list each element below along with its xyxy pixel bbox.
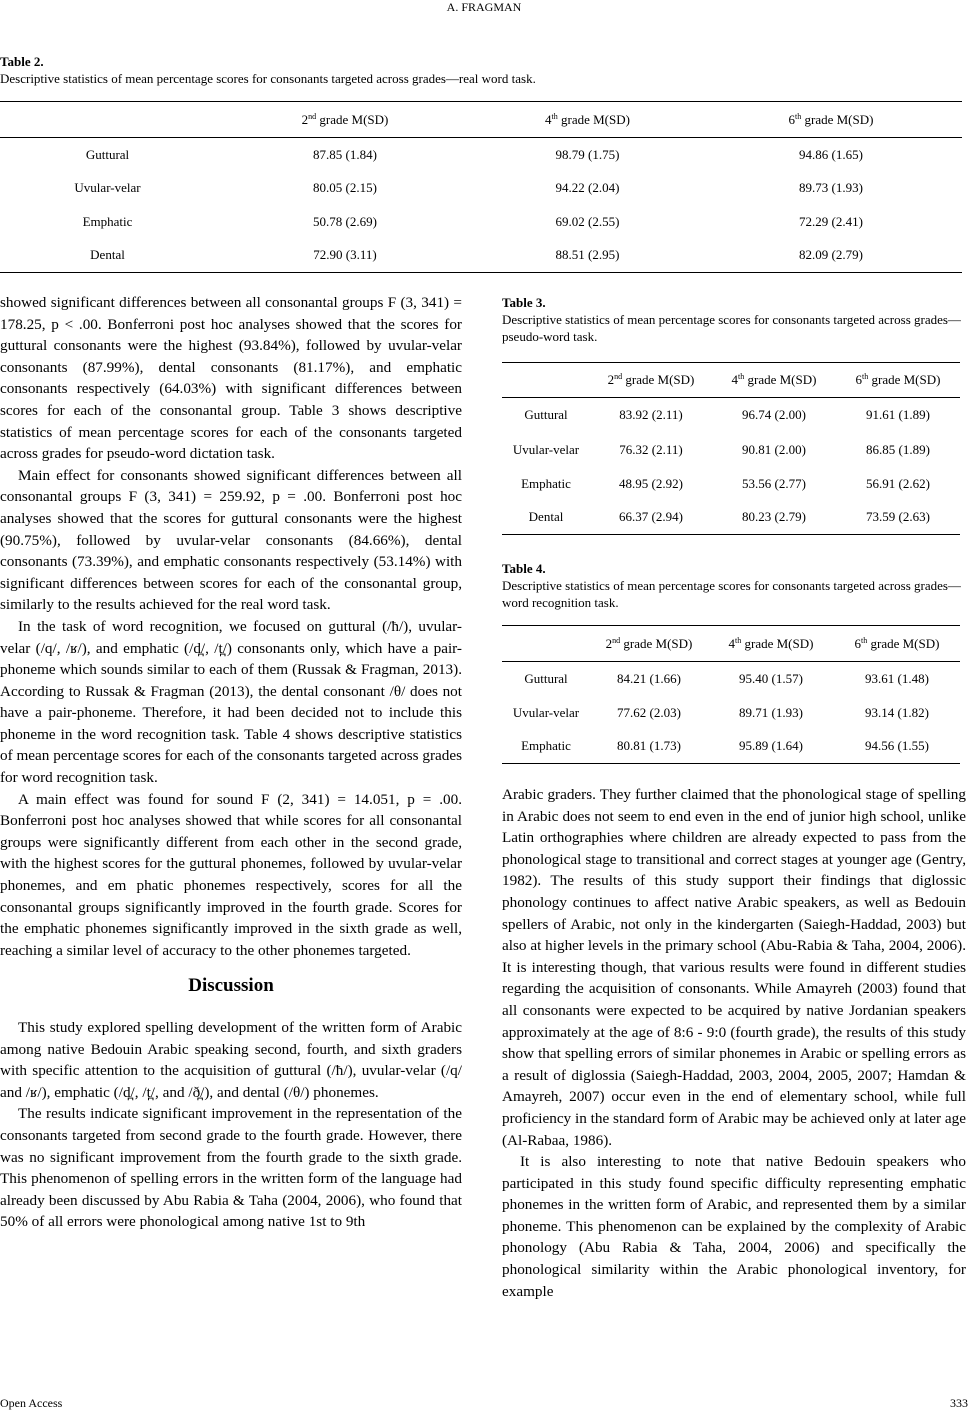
table3-header-2nd: 2nd grade M(SD): [607, 372, 695, 387]
table4-label: Table 4.: [502, 561, 546, 576]
table2-header-6th: 6th grade M(SD): [788, 111, 874, 127]
table-row: Emphatic 48.95 (2.92) 53.56 (2.77) 56.91 (2.62): [521, 475, 930, 491]
table4: [502, 625, 960, 764]
table4-header-6th: 6th grade M(SD): [854, 635, 940, 651]
table-row: Uvular-velar 80.05 (2.15) 94.22 (2.04) 89.73 (1.93): [74, 180, 863, 195]
paragraph: This study explored spelling development of the written form of Arabic among native Bedouin Arabic speaking second, fourth, and sixth graders with specific attention to the acquisition of guttural (/ħ/), uvular-velar (/q/ and /ʁ/), emphatic (/d̪/, /t̪/, and /ð̪/), and dental (/θ/) phonemes.: [0, 1019, 462, 1101]
footer-open-access: Open Access: [0, 1396, 63, 1410]
table2-caption: [0, 53, 968, 87]
paragraph: Main effect for consonants showed significant differences between all consonantal groups F (3, 341) = 259.92, p = .00. Bonferroni post hoc analyses showed that the scores for guttural consonants were the highest (90.75%), followed by uvular-velar consonants (84.66%), dental consonants (73.39%), and emphatic consonants respectively (53.14%) with significant differences between scores for each of the consonantal group, similarly to the results achieved for the real word task.: [0, 466, 462, 614]
table4-caption-text: Descriptive statistics of mean percentage scores for consonants targeted across grades—word recognition task.: [502, 578, 961, 610]
table3-caption: [502, 294, 968, 345]
table-row: Dental 66.37 (2.94) 80.23 (2.79) 73.59 (2.63): [502, 501, 960, 535]
paragraph: showed significant differences between all consonantal groups F (3, 341) = 178.25, p < .00. Bonferroni post hoc analyses showed that the scores for guttural consonants were the highest (93.84%), followed by uvular-velar consonants (87.99%), dental consonants (81.17%), and emphatic consonants respectively (64.03%) with significant differences between scores for each of the consonantal group. Table 3 shows descriptive statistics of mean percentage scores for each of the consonants targeted across grades for pseudo-word dictation task.: [0, 294, 462, 463]
paragraph: In the task of word recognition, we focused on guttural (/ħ/), uvular-velar (/q/, /ʁ/), and emphatic (/d̪/, /t̪/) consonants only, which have a pair-phoneme which sounds similar to each of them (Russak & Fragman, 2013). According to Russak & Fragman (2013), the dental consonant /θ/ does not have a pair-phoneme. Therefore, it had been decided not to include this phoneme in the word recognition task. Table 4 shows descriptive statistics of mean percentage scores for each of the consonants targeted across grades for word recognition task.: [0, 617, 462, 787]
paragraph: A main effect was found for sound F (2, 341) = 14.051, p = .00. Bonferroni post hoc analyses showed that while scores for all consonantal groups were significantly different from each other in the second grade, with the highest scores for the guttural phonemes, followed by uvular-velar phonemes, and em phatic phonemes respectively, scores for all the consonantal groups significantly improved in the fourth grade. Scores for the emphatic phonemes significantly improved in the sixth grade as well, reaching a similar level of accuracy to the other phonemes targeted.: [0, 790, 462, 959]
right-column: [502, 784, 966, 1302]
table3-header-6th: 6th grade M(SD): [855, 372, 941, 387]
paragraph: The results indicate significant improvement in the representation of the consonants targeted from second grade to the fourth grade. However, there was no significant improvement from the fourth grade to the sixth grade. This phenomenon of spelling errors in the written form of the language had already been discussed by Abu Rabia & Taha (2004, 2006), who found that 50% of all errors were phonological among native 1st to 9th: [0, 1105, 462, 1231]
table3-label: Table 3.: [502, 295, 546, 310]
table-row: Uvular-velar 76.32 (2.11) 90.81 (2.00) 86.85 (1.89): [512, 441, 930, 457]
table-row: Guttural 84.21 (1.66) 95.40 (1.57) 93.61 (1.48): [524, 670, 929, 686]
page-number: 333: [950, 1396, 968, 1410]
table-row: Emphatic 50.78 (2.69) 69.02 (2.55) 72.29 (2.41): [82, 213, 863, 229]
table-row: Emphatic 80.81 (1.73) 95.89 (1.64) 94.56 (1.55): [502, 730, 960, 764]
left-column: [0, 292, 462, 1233]
section-heading: Discussion: [188, 975, 274, 997]
table4-caption: [502, 560, 968, 611]
table3-header-4th: 4th grade M(SD): [731, 372, 817, 387]
table3: [502, 362, 960, 535]
table2-header-2nd: 2nd grade M(SD): [301, 111, 389, 127]
table2-caption-text: Descriptive statistics of mean percentage scores for consonants targeted across grades—real word task.: [0, 71, 536, 86]
table2-label: Table 2.: [0, 54, 44, 69]
table-row: Guttural 83.92 (2.11) 96.74 (2.00) 91.61 (1.89): [524, 407, 930, 423]
paragraph: It is also interesting to note that native Bedouin speakers who participated in this study found specific difficulty representing emphatic phonemes in the written form of Arabic, and represented them by a similar phoneme. This phenomenon can be explained by the complexity of Arabic phonology (Abu Rabia & Taha, 2004, 2006) and specifically the phonological similarity within the Arabic phonological inventory, for example: [502, 1153, 966, 1300]
table2: [0, 101, 962, 273]
running-head: A. FRAGMAN: [446, 0, 522, 14]
table-row: Guttural 87.85 (1.84) 98.79 (1.75) 94.86 (1.65): [85, 146, 863, 162]
table2-header-4th: 4th grade M(SD): [545, 111, 630, 127]
table-row: Uvular-velar 77.62 (2.03) 89.71 (1.93) 93.14 (1.82): [512, 704, 929, 720]
table4-header-2nd: 2nd grade M(SD): [605, 635, 693, 651]
table-row: Dental 72.90 (3.11) 88.51 (2.95) 82.09 (2.79): [0, 239, 962, 273]
paragraph: Arabic graders. They further claimed that the phonological stage of spelling in Arabic does not seem to end even in the end of junior high school, unlike Latin orthographies where children are already expected to pass from the phonological stage to transitional and correct stages at younger age (Gentry, 1982). The results of this study support their findings that diglossic phonology continues to affect native Arabic speakers, as well as Bedouin spellers of Arabic, not only in the kindergarten (Saiegh-Haddad, 2003) but also at higher levels in the primary school (Abu-Rabia & Taha, 2004, 2006). It is interesting though, that various results were found in different studies regarding the acquisition of consonants. While Amayreh (2003) found that all consonants were expected to be acquired by native Jordanian speakers approximately at the age of 8:6 - 9:0 (fourth grade), the results of this study show that spelling errors of similar phonemes in Arabic or spelling errors as a result of diglossia (Saiegh-Haddad, 2003, 2004, 2005, 2007; Hamdan & Amayreh, 2007) occur even in the end of elementary school, while full proficiency in the standard form of Arabic may be achieved only at later age (Al-Rabaa, 1986).: [502, 786, 966, 1149]
table4-header-4th: 4th grade M(SD): [728, 635, 814, 651]
table3-caption-text: Descriptive statistics of mean percentage scores for consonants targeted across grades—pseudo-word task.: [502, 312, 961, 344]
